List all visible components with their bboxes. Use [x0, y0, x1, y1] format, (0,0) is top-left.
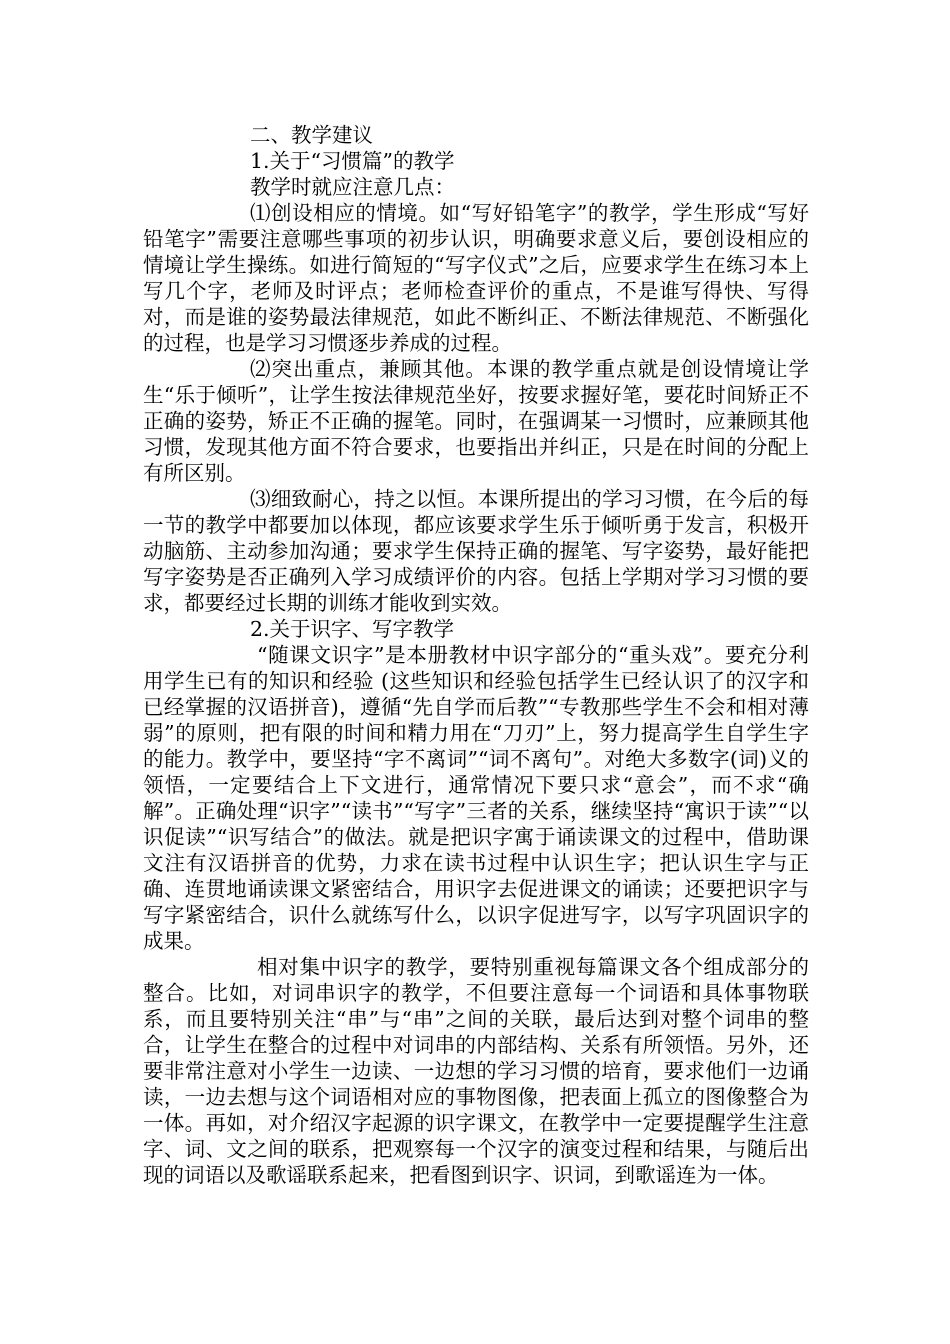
- paragraph-point-1: ⑴创设相应的情境。如“写好铅笔字”的教学，学生形成“写好铅笔字”需要注意哪些事项的初步认识，明确要求意义后，要创设相应的情境让学生操练。如进行简短的“写字仪式”之后，应要求学生在练习本上写几个字，老师及时评点；老师检查评价的重点，不是谁写得快、写得对，而是谁的姿势最法律规范，如此不断纠正、不断法律规范、不断强化的过程，也是学习习惯逐步养成的过程。: [143, 201, 809, 355]
- subsection-title-literacy: 2.关于识字、写字教学: [250, 617, 455, 641]
- document-body: [143, 122, 809, 1188]
- paragraph-literacy-with-text: “随课文识字”是本册教材中识字部分的“重头戏”。要充分利用学生已有的知识和经验 (这些知识和经验包括学生已经认识了的汉字和已经掌握的汉语拼音)，遵循“先自学而后教”“专教那些学生不会和相对薄弱”的原则，把有限的时间和精力用在“刀刃”上，努力提高学生自学生字的能力。教学中，要坚持“字不离词”“词不离句”。对绝大多数字(词)义的领悟，一定要结合上下文进行，通常情况下要只求“意会”，而不求“确解”。正确处理“识字”“读书”“写字”三者的关系，继续坚持“寓识于读”“以识促读”“识写结合”的做法。就是把识字寓于诵读课文的过程中，借助课文注有汉语拼音的优势，力求在读书过程中认识生字；把认识生字与正确、连贯地诵读课文紧密结合，用识字去促进课文的诵读；还要把识字与写字紧密结合，识什么就练写什么，以识字促进写字，以写字巩固识字的成果。: [143, 643, 809, 953]
- subsection-title-habits: 1.关于“习惯篇”的教学: [250, 149, 455, 173]
- paragraph-point-2: ⑵突出重点，兼顾其他。本课的教学重点就是创设情境让学生“乐于倾听”，让学生按法律规范坐好，按要求握好笔，要花时间矫正不正确的姿势，矫正不正确的握笔。同时，在强调某一习惯时，应兼顾其他习惯，发现其他方面不符合要求，也要指出并纠正，只是在时间的分配上有所区别。: [143, 357, 809, 485]
- paragraph-point-3: ⑶细致耐心，持之以恒。本课所提出的学习习惯，在今后的每一节的教学中都要加以体现，都应该要求学生乐于倾听勇于发言，积极开动脑筋、主动参加沟通；要求学生保持正确的握笔、写字姿势，最好能把写字姿势是否正确列入学习成绩评价的内容。包括上学期对学习习惯的要求，都要经过长期的训练才能收到实效。: [143, 487, 809, 615]
- section-title: 二、教学建议: [250, 123, 373, 147]
- paragraph-concentrated-literacy: 相对集中识字的教学，要特别重视每篇课文各个组成部分的整合。比如，对词串识字的教学，不但要注意每一个词语和具体事物联系，而且要特别关注“串”与“串”之间的关联，最后达到对整个词串的整合，让学生在整合的过程中对词串的内部结构、关系有所领悟。另外，还要非常注意对小学生一边读、一边想的学习习惯的培育，要求他们一边诵读，一边去想与这个词语相对应的事物图像，把表面上孤立的图像整合为一体。再如，对介绍汉字起源的识字课文，在教学中一定要提醒学生注意字、词、文之间的联系，把观察每一个汉字的演变过程和结果，与随后出现的词语以及歌谣联系起来，把看图到识字、识词，到歌谣连为一体。: [143, 955, 809, 1187]
- subsection-intro: 教学时就应注意几点：: [250, 175, 455, 199]
